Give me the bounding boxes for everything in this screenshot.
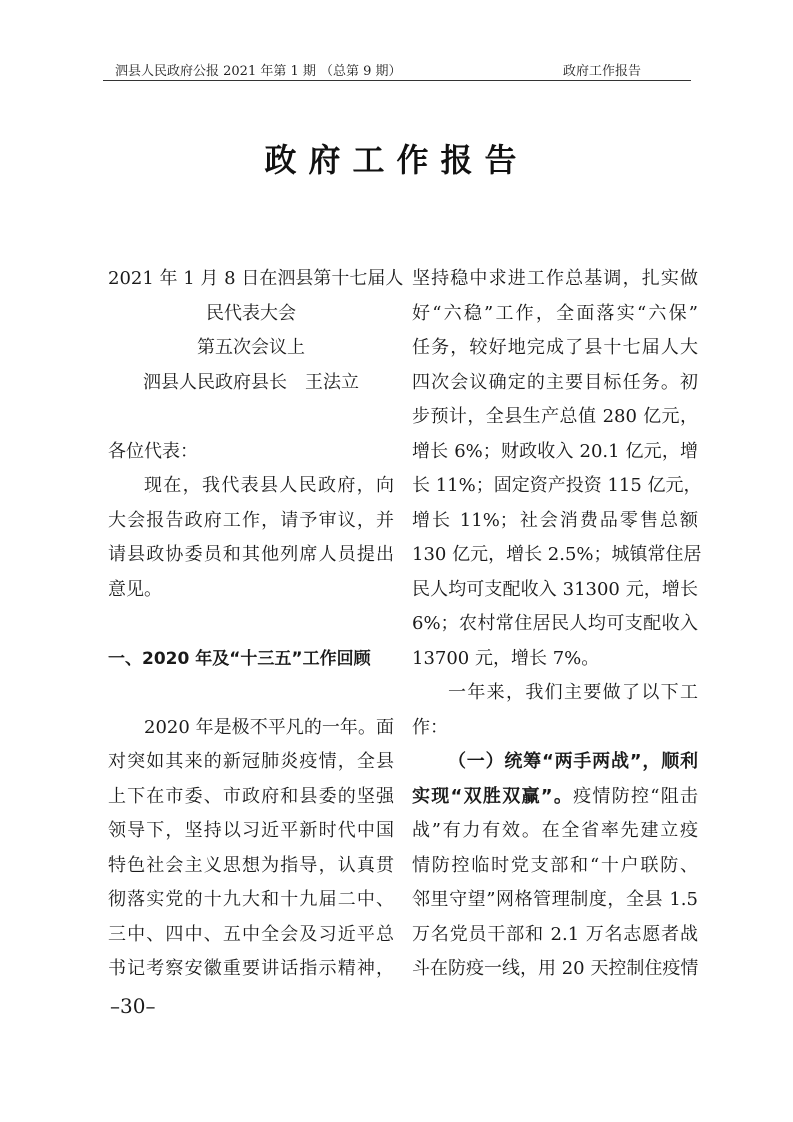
- paragraph-line: 民人均可支配收入 31300 元，增长: [412, 578, 698, 600]
- paragraph-line: 任务，较好地完成了县十七届人大: [412, 337, 698, 358]
- paragraph-line: 斗在防疫一线，用 20 天控制住疫情: [412, 958, 699, 979]
- paragraph-line: 增长 6%；财政收入 20.1 亿元，增: [412, 440, 698, 462]
- paragraph-line: 四次会议确定的主要目标任务。初: [412, 371, 698, 393]
- speaker: 泗县人民政府县长 王法立: [143, 371, 359, 393]
- paragraph-line: 情防控临时党支部和“十户联防、: [412, 854, 698, 876]
- paragraph-line: 书记考察安徽重要讲话指示精神，: [108, 958, 394, 979]
- document-title: 政府工作报告: [264, 141, 529, 179]
- paragraph-line: 130 亿元，增长 2.5%；城镇常住居: [412, 544, 702, 565]
- paragraph-line-mixed: [412, 780, 698, 815]
- paragraph-line: 邻里守望”网格管理制度，全县 1.5: [412, 889, 698, 910]
- running-header: [103, 58, 691, 81]
- greeting: 各位代表：: [108, 440, 198, 462]
- subtitle-line: 2021 年 1 月 8 日在泗县第十七届人: [108, 268, 404, 289]
- paragraph-line: 作：: [412, 716, 448, 738]
- paragraph-line: 彻落实党的十九大和十九届二中、: [108, 889, 394, 910]
- paragraph-line: 好“六稳”工作，全面落实“六保”: [412, 302, 698, 324]
- paragraph-line: 增长 11%；社会消费品零售总额: [412, 509, 698, 531]
- paragraph-line: 6%；农村常住居民人均可支配收入: [412, 613, 698, 634]
- paragraph-line: 意见。: [108, 578, 162, 600]
- right-column: [412, 262, 702, 987]
- header-section: 政府工作报告: [562, 64, 641, 79]
- paragraph-line: 三中、四中、五中全会及习近平总: [108, 923, 394, 945]
- left-column: [108, 262, 404, 987]
- paragraph-line: 领导下，坚持以习近平新时代中国: [108, 820, 394, 841]
- paragraph-line: 长 11%；固定资产投资 115 亿元，: [412, 475, 702, 496]
- section-heading: 一、2020 年及“十三五”工作回顾: [108, 648, 371, 669]
- subsection-heading-cont: 实现“双胜双赢”。: [412, 785, 574, 807]
- header-publication: 泗县人民政府公报 2021 年第 1 期 （总第 9 期）: [115, 64, 402, 79]
- paragraph-line: 对突如其来的新冠肺炎疫情，全县: [108, 751, 394, 772]
- paragraph-line: 2020 年是极不平凡的一年。面: [144, 716, 394, 738]
- subtitle-line: 第五次会议上: [197, 337, 305, 358]
- paragraph-line: 万名党员干部和 2.1 万名志愿者战: [412, 923, 698, 945]
- paragraph-line: 战”有力有效。在全省率先建立疫: [412, 820, 698, 841]
- paragraph-line: 坚持稳中求进工作总基调，扎实做: [412, 268, 698, 289]
- paragraph-line: 上下在市委、市政府和县委的坚强: [108, 785, 394, 807]
- paragraph-line: 13700 元，增长 7%。: [412, 647, 600, 669]
- page-number: –30–: [110, 994, 156, 1018]
- paragraph-line: 步预计，全县生产总值 280 亿元，: [412, 406, 698, 427]
- paragraph-line: 请县政协委员和其他列席人员提出: [108, 544, 394, 565]
- paragraph-line: 一年来，我们主要做了以下工: [448, 682, 698, 703]
- paragraph-text: 疫情防控“阻击: [573, 785, 698, 807]
- subtitle-line: 民代表大会: [206, 302, 296, 324]
- paragraph-line: 特色社会主义思想为指导，认真贯: [108, 854, 394, 876]
- paragraph-line: 现在，我代表县人民政府，向: [144, 475, 394, 496]
- subsection-heading: （一）统筹“两手两战”，顺利: [448, 751, 698, 772]
- paragraph-line: 大会报告政府工作，请予审议，并: [108, 509, 394, 531]
